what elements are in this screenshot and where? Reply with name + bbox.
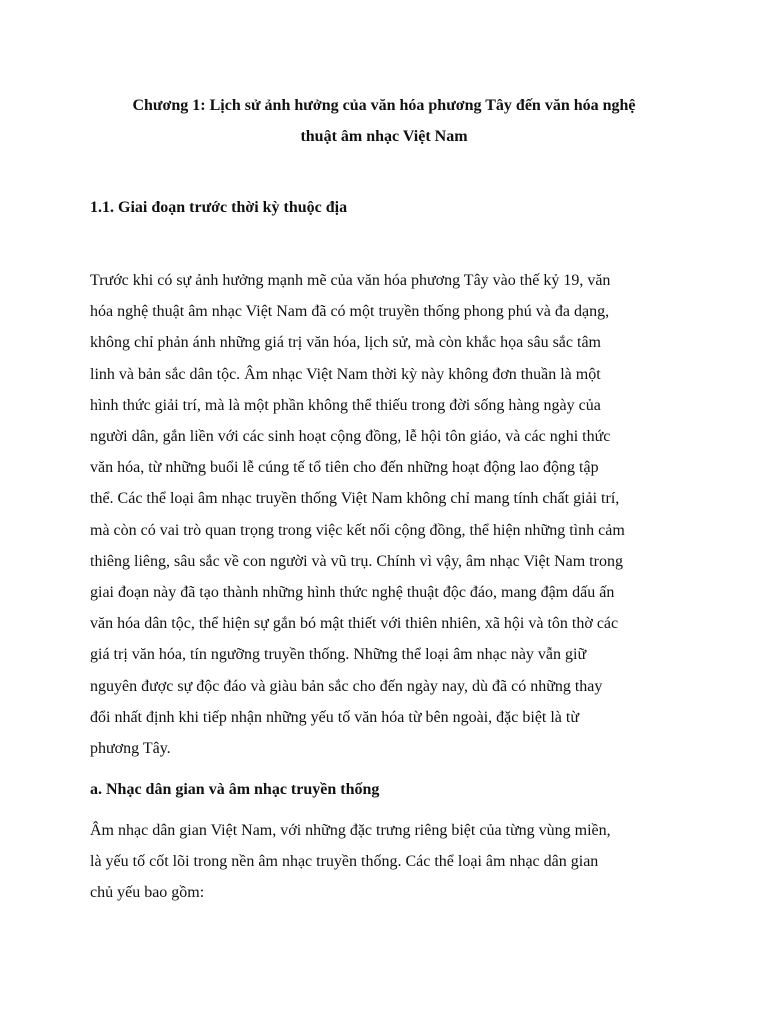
section-heading: 1.1. Giai đoạn trước thời kỳ thuộc địa xyxy=(90,199,348,216)
paragraph-line: văn hóa, từ những buổi lễ cúng tế tổ tiên cho đến những hoạt động lao động tập xyxy=(90,459,599,477)
paragraph-line: giai đoạn này đã tạo thành những hình thức nghệ thuật độc đáo, mang đậm dấu ấn xyxy=(90,584,615,602)
paragraph-line: phương Tây. xyxy=(90,740,171,758)
paragraph-line: giá trị văn hóa, tín ngưỡng truyền thống. Những thể loại âm nhạc này vẫn giữ xyxy=(90,646,587,664)
intro-paragraph xyxy=(90,265,682,764)
paragraph-line: chủ yếu bao gồm: xyxy=(90,884,205,902)
paragraph-line: không chỉ phản ánh những giá trị văn hóa, lịch sử, mà còn khắc họa sâu sắc tâm xyxy=(90,334,601,352)
paragraph-line: nguyên được sự độc đáo và giàu bản sắc cho đến ngày nay, dù đã có những thay xyxy=(90,677,603,695)
chapter-title xyxy=(90,90,678,152)
paragraph-line: người dân, gắn liền với các sinh hoạt cộng đồng, lễ hội tôn giáo, và các nghi thức xyxy=(90,428,611,446)
paragraph-line: thiêng liêng, sâu sắc về con người và vũ trụ. Chính vì vậy, âm nhạc Việt Nam trong xyxy=(90,552,623,570)
paragraph-line: là yếu tố cốt lõi trong nền âm nhạc truyền thống. Các thể loại âm nhạc dân gian xyxy=(90,853,599,871)
paragraph-line: mà còn có vai trò quan trọng trong việc kết nối cộng đồng, thể hiện những tình cảm xyxy=(90,521,625,539)
subsection-heading: a. Nhạc dân gian và âm nhạc truyền thống xyxy=(90,781,380,798)
paragraph-line: linh và bản sắc dân tộc. Âm nhạc Việt Nam thời kỳ này không đơn thuần là một xyxy=(90,365,601,383)
paragraph-line: Âm nhạc dân gian Việt Nam, với những đặc trưng riêng biệt của từng vùng miền, xyxy=(90,822,611,839)
paragraph-line: đổi nhất định khi tiếp nhận những yếu tố văn hóa từ bên ngoài, đặc biệt là từ xyxy=(90,708,580,726)
paragraph-line: văn hóa dân tộc, thể hiện sự gắn bó mật thiết với thiên nhiên, xã hội và tôn thờ các xyxy=(90,615,619,633)
paragraph-line: hình thức giải trí, mà là một phần không thể thiếu trong đời sống hàng ngày của xyxy=(90,396,601,414)
chapter-title-line: Chương 1: Lịch sử ảnh hưởng của văn hóa phương Tây đến văn hóa nghệ xyxy=(132,97,636,114)
chapter-title-line: thuật âm nhạc Việt Nam xyxy=(300,128,468,145)
paragraph-line: thể. Các thể loại âm nhạc truyền thống Việt Nam không chỉ mang tính chất giải trí, xyxy=(90,490,620,508)
paragraph-line: hóa nghệ thuật âm nhạc Việt Nam đã có một truyền thống phong phú và đa dạng, xyxy=(90,303,610,321)
folk-music-paragraph xyxy=(90,815,682,909)
paragraph-line: Trước khi có sự ảnh hưởng mạnh mẽ của văn hóa phương Tây vào thế kỷ 19, văn xyxy=(90,272,611,289)
